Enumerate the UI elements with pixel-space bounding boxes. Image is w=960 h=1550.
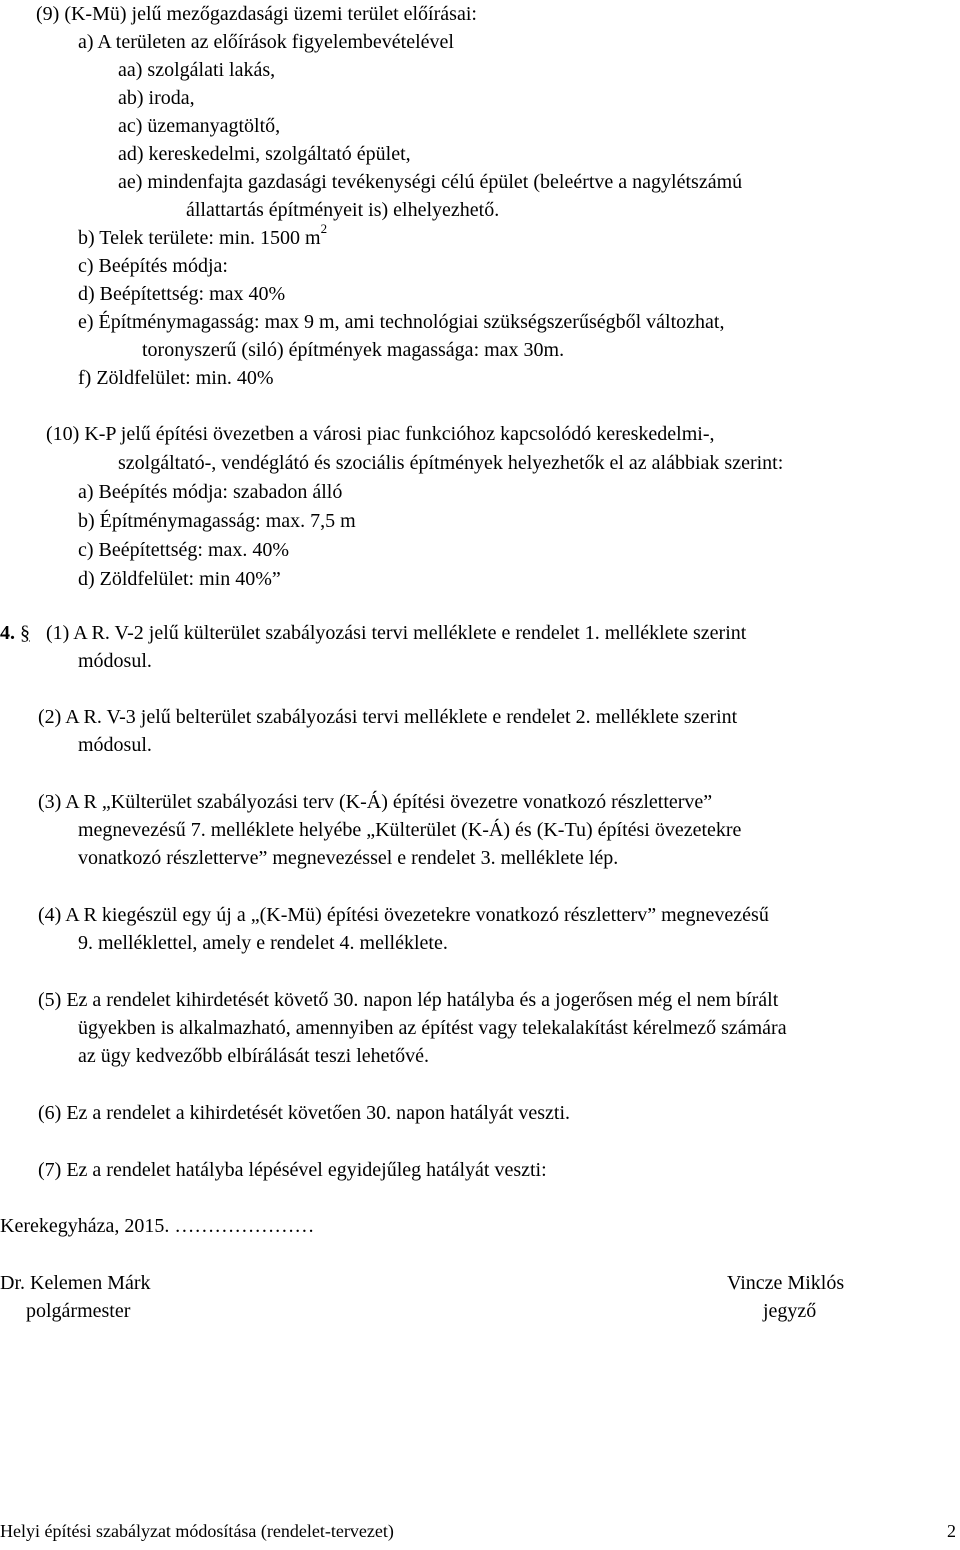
mayor-name: Dr. Kelemen Márk [0,1272,151,1294]
section-4-p3-line2: megnevezésű 7. melléklete helyébe „Külterület (K-Á) és (K-Tu) építési övezetekre [78,819,742,841]
k-mu-item-a: a) A területen az előírások figyelembevételével [78,31,454,53]
k-p-title-line2: szolgáltató-, vendéglátó és szociális építmények helyezhetők el az alábbiak szerint: [118,452,784,474]
section-4-p1-line1: (1) A R. V-2 jelű külterület szabályozási tervi melléklete e rendelet 1. melléklete szerint [46,622,747,644]
section-4-p5-line2: ügyekben is alkalmazható, amennyiben az építést vagy telekalakítást kérelmező számára [78,1017,787,1039]
section-4-p4-line1: (4) A R kiegészül egy új a „(K-Mü) építési övezetekre vonatkozó részletterv” megnevezésű [38,904,769,926]
k-p-title-line1: (10) K-P jelű építési övezetben a városi piac funkcióhoz kapcsolódó kereskedelmi-, [46,423,715,445]
k-mu-title: (9) (K-Mü) jelű mezőgazdasági üzemi terület előírásai: [36,3,477,25]
k-mu-item-b [78,221,328,250]
k-mu-item-c: c) Beépítés módja: [78,255,228,277]
notary-title: jegyző [763,1300,817,1322]
section-4-p4-line2: 9. melléklettel, amely e rendelet 4. melléklete. [78,932,448,954]
k-p-item-d: d) Zöldfelület: min 40%” [78,568,281,590]
k-mu-item-aa: aa) szolgálati lakás, [118,59,276,81]
k-p-item-c: c) Beépítettség: max. 40% [78,539,290,561]
k-mu-item-e-line2: toronyszerű (siló) építmények magassága: max 30m. [142,339,565,361]
section-4-heading [0,621,30,645]
k-p-item-a: a) Beépítés módja: szabadon álló [78,481,343,503]
section-4-p3-line1: (3) A R „Külterület szabályozási terv (K-Á) építési övezetre vonatkozó részletterve” [38,791,713,813]
footer-page-number: 2 [947,1521,956,1541]
k-mu-item-d: d) Beépítettség: max 40% [78,283,286,305]
place-date: Kerekegyháza, 2015. ………………… [0,1215,315,1237]
k-mu-item-ae-line2: állattartás építményeit is) elhelyezhető. [186,199,500,221]
section-4-p1-line2: módosul. [78,650,152,672]
section-4-p2-line2: módosul. [78,734,152,756]
section-number: 4. [0,622,15,644]
k-mu-item-ab: ab) iroda, [118,87,195,109]
k-mu-item-ae-line1: ae) mindenfajta gazdasági tevékenységi célú épület (beleértve a nagylétszámú [118,171,743,193]
k-mu-item-f: f) Zöldfelület: min. 40% [78,367,274,389]
k-mu-item-ac: ac) üzemanyagtöltő, [118,115,281,137]
footer-title: Helyi építési szabályzat módosítása (rendelet-tervezet) [0,1521,394,1541]
section-4-p5-line1: (5) Ez a rendelet kihirdetését követő 30. napon lép hatályba és a jogerősen még el nem bírált [38,989,779,1011]
section-4-p7: (7) Ez a rendelet hatályba lépésével egyidejűleg hatályát veszti: [38,1159,547,1181]
mayor-title: polgármester [26,1300,131,1322]
k-mu-item-e-line1: e) Építménymagasság: max 9 m, ami technológiai szükségszerűségből változhat, [78,311,725,333]
section-4-p2-line1: (2) A R. V-3 jelű belterület szabályozási tervi melléklete e rendelet 2. melléklete szerint [38,706,738,728]
paragraph-symbol: § [20,622,30,644]
section-4-p5-line3: az ügy kedvezőbb elbírálását teszi lehetővé. [78,1045,429,1067]
notary-name: Vincze Miklós [727,1272,845,1294]
section-4-p6: (6) Ez a rendelet a kihirdetését követően 30. napon hatályát veszti. [38,1102,571,1124]
k-mu-item-b-sup: 2 [320,221,328,237]
section-4-p3-line3: vonatkozó részletterve” megnevezéssel e rendelet 3. melléklete lép. [78,847,619,869]
k-mu-item-ad: ad) kereskedelmi, szolgáltató épület, [118,143,411,165]
k-p-item-b: b) Építménymagasság: max. 7,5 m [78,510,356,532]
k-mu-item-b-text: b) Telek területe: min. 1500 m [78,227,321,249]
